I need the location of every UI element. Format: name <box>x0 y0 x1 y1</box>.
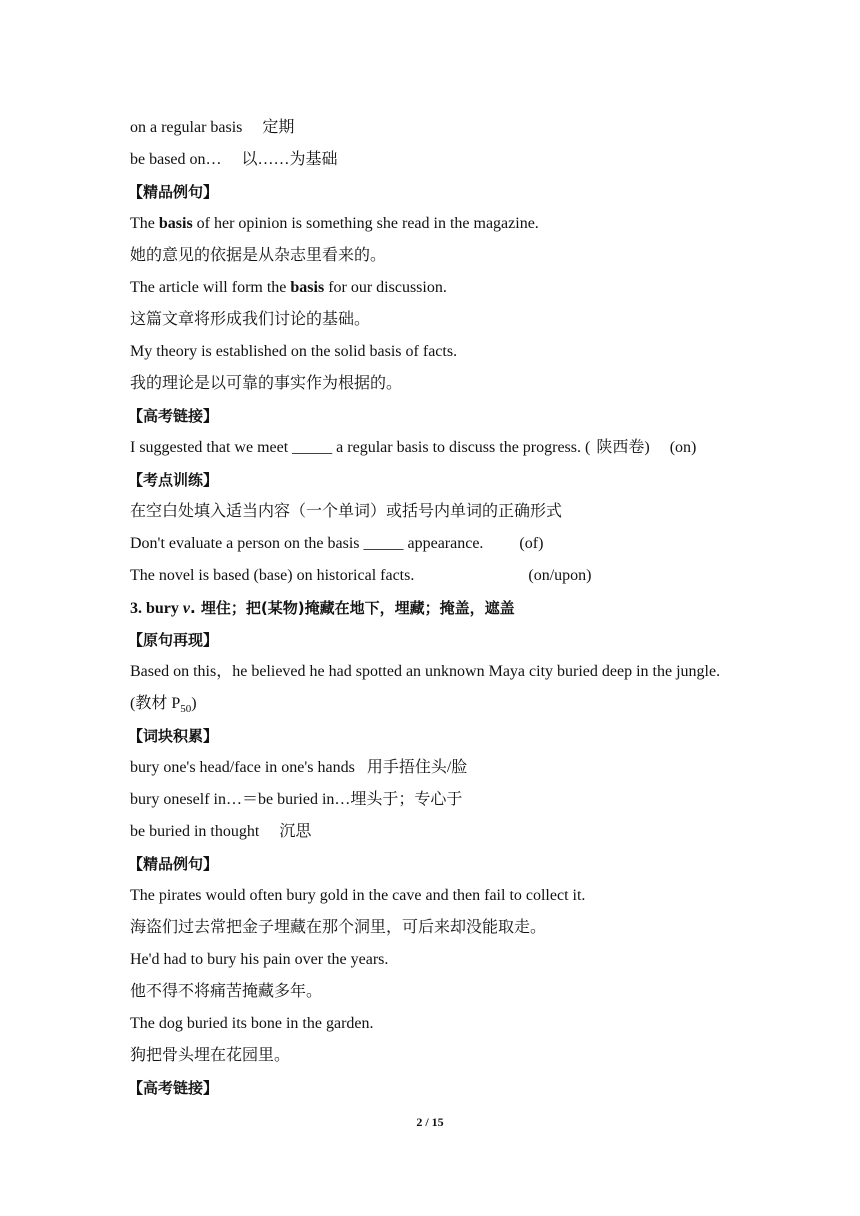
source-text: ) <box>191 695 197 712</box>
phrase-en: bury one's head/face in one's hands <box>130 759 355 776</box>
instruction: 在空白处填入适当内容（一个单词）或括号内单词的正确形式 <box>130 503 563 520</box>
sentence-text: The novel is based (base) on historical facts. <box>130 567 415 584</box>
example-translation: 他不得不将痛苦掩藏多年。 <box>130 983 323 1000</box>
keyword: basis <box>290 279 325 296</box>
phrase-en: be based on… <box>130 151 222 168</box>
example-sentence: The dog buried its bone in the garden. <box>130 1015 374 1032</box>
keyword: basis <box>158 215 193 232</box>
section-heading: 【词块积累】 <box>128 727 219 745</box>
example-translation: 我的理论是以可靠的事实作为根据的。 <box>130 375 403 392</box>
sentence-text: The <box>130 215 159 232</box>
sentence-text: of her opinion is something she read in the magazine. <box>192 215 539 232</box>
example-sentence: My theory is established on the solid basis of facts. <box>130 343 458 360</box>
section-heading: 【原句再现】 <box>128 631 219 649</box>
answer: (on) <box>669 439 697 456</box>
answer: (of) <box>519 535 544 552</box>
example-sentence <box>130 208 820 240</box>
answer: (on/upon) <box>528 567 592 584</box>
phrase-line <box>130 112 820 144</box>
sentence-text: Don't evaluate a person on the basis _____ appearance. <box>130 535 484 552</box>
example-translation: 狗把骨头埋在花园里。 <box>130 1047 291 1064</box>
phrase-zh: 定期 <box>262 119 295 136</box>
phrase-line <box>130 144 820 176</box>
page-number: 2 / 15 <box>416 1115 444 1129</box>
textbook-source <box>130 688 820 720</box>
section-heading: 【精品例句】 <box>128 855 219 873</box>
sentence-text: for our discussion. <box>324 279 447 296</box>
part-of-speech: v <box>182 600 191 617</box>
section-heading: 【考点训练】 <box>128 471 219 489</box>
phrase-en: on a regular basis <box>130 119 243 136</box>
example-translation: 这篇文章将形成我们讨论的基础。 <box>130 311 371 328</box>
phrase-zh: 用手捂住头/脸 <box>366 759 468 776</box>
word-entry-heading <box>130 592 820 624</box>
section-heading: 【精品例句】 <box>128 183 219 201</box>
source-text: (教材 P <box>130 695 181 712</box>
exercise-item <box>130 528 820 560</box>
example-translation: 她的意见的依据是从杂志里看来的。 <box>130 247 387 264</box>
phrase-line: bury oneself in…＝be buried in…埋头于；专心于 <box>130 791 463 808</box>
exam-link-sentence <box>130 432 820 464</box>
example-sentence: The pirates would often bury gold in the cave and then fail to collect it. <box>130 887 586 904</box>
phrase-en: be buried in thought <box>130 823 260 840</box>
section-heading: 【高考链接】 <box>128 407 219 425</box>
sentence-text: I suggested that we meet _____ a regular basis to discuss the progress. ( <box>130 439 591 456</box>
example-translation: 海盗们过去常把金子埋藏在那个洞里，可后来却没能取走。 <box>130 919 547 936</box>
word-definition: . 埋住；把(某物)掩藏在地下，埋藏；掩盖，遮盖 <box>190 599 515 617</box>
word-number: 3. bury <box>130 600 183 617</box>
exercise-item <box>130 560 820 592</box>
phrase-line <box>130 752 820 784</box>
phrase-line <box>130 816 820 848</box>
phrase-zh: 沉思 <box>279 823 312 840</box>
document-page <box>130 112 820 1104</box>
example-sentence: He'd had to bury his pain over the years. <box>130 951 389 968</box>
page-subscript: 50 <box>180 703 192 716</box>
example-sentence <box>130 272 820 304</box>
phrase-zh: 以……为基础 <box>241 151 338 168</box>
sentence-text: The article will form the <box>130 279 291 296</box>
section-heading: 【高考链接】 <box>128 1079 219 1097</box>
exam-source: 陕西卷) <box>596 439 650 456</box>
original-sentence: Based on this，he believed he had spotted an unknown Maya city buried deep in the jungle. <box>130 663 721 680</box>
